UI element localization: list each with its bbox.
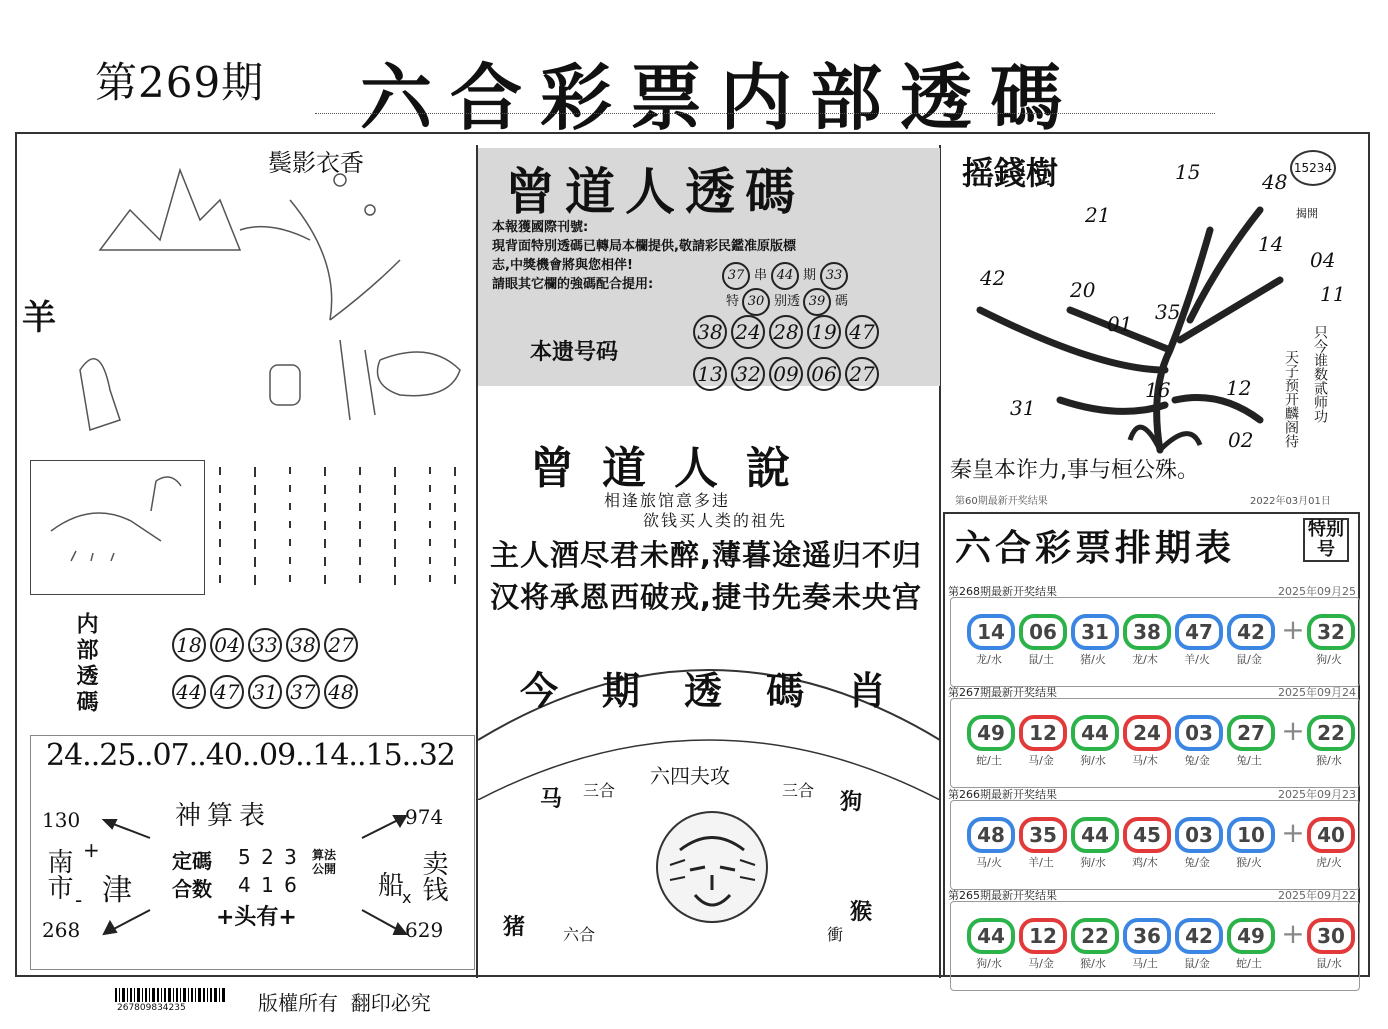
badge-icon: 15234 [1290,150,1336,186]
verse-1: 相逢旅馆意多违 [604,491,731,510]
plus-mark: + [83,838,100,862]
lottery-ball: 49 蛇/土 [1227,918,1271,956]
zodiac-ma: 马 [540,787,563,812]
zodiac-gou: 狗 [840,790,863,815]
lottery-ball: 31 猪/火 [1071,614,1115,652]
tree-number: 04 [1310,248,1336,272]
lottery-ball: 44 狗/水 [1071,817,1115,855]
tree-number: 42 [980,266,1006,290]
chuan-label: 船 [378,871,405,901]
tree-number: 48 [1262,170,1288,194]
liusi-label: 六四夫攻 [650,764,730,788]
ding-value: 5 2 3 [238,845,299,869]
handwritten-verse [210,462,470,597]
section-title-says: 曾道人說 [530,443,818,494]
jin-label: 津 [102,873,132,908]
lottery-ball: 24 马/木 [1123,715,1167,753]
tree-footer-left: 第60期最新开奖结果 [955,496,1048,507]
sanhe-left: 三合 [583,781,616,800]
draw-header: 第267期最新开奖结果 2025年09月24 [948,686,1356,699]
plus-icon: + [1281,714,1305,747]
lottery-ball: 44 狗/水 [1071,715,1115,753]
banner-title: 曾道人透碼 [505,162,805,221]
number-ring: 31 [248,675,282,709]
special-ball: 30 鼠/水 [1307,918,1351,956]
notice-text: 本報獲國際刊號: 現背面特別透碼已轉局本欄提供,敬請彩民鑑准原版標 志,中獎機會將與您相伴! 請眼其它欄的強碼配合提用: [492,220,796,292]
tree-number: 12 [1226,376,1252,400]
landscape-box [30,460,205,595]
tree-number: 02 [1228,428,1254,452]
grid-row-2: 13 32 09 06 27 [693,357,883,391]
divider [315,113,1215,120]
zodiac-hint: 羊 [22,298,56,338]
plus-icon: + [1281,917,1305,950]
number-ring: 27 [324,628,358,662]
lottery-ball: 27 兔/土 [1227,715,1271,753]
he-value: 4 1 6 [238,873,299,897]
tree-number: 20 [1070,278,1096,302]
tree-number: 11 [1320,282,1346,306]
lottery-ball: 03 兔/金 [1175,817,1219,855]
lottery-ball: 36 马/土 [1123,918,1167,956]
calc-title: 神算表 [175,801,272,831]
special-bottom-row: 特 30 别透 39 碼 [726,288,848,316]
tree-number: 01 [1107,312,1133,336]
copyright: 版權所有 翻印必究 [258,991,431,1015]
lottery-ball: 06 鼠/土 [1019,614,1063,652]
minus-mark: - [75,888,83,912]
zodiac-zhu: 猪 [503,915,526,940]
chong-label: 衝 [827,925,844,944]
draw-row [950,698,1360,788]
tiger-icon [650,805,775,930]
liuhe-label: 六合 [563,925,596,944]
inner-code-row-1 [172,628,362,662]
number-ring: 33 [248,628,282,662]
poem-title: 鬓影衣香 [268,149,364,177]
lottery-ball: 12 马/金 [1019,918,1063,956]
number-ring: 37 [286,675,320,709]
sanhe-right: 三合 [782,781,815,800]
number-ring: 38 [286,628,320,662]
benqi-label: 本遗号码 [530,340,619,365]
method-label: 算法公開 [312,848,337,876]
special-ball: 22 猴/水 [1307,715,1351,753]
x-mark: x [402,888,412,907]
number-ring: 04 [210,628,244,662]
number-ring: 48 [324,675,358,709]
lottery-ball: 49 蛇/土 [967,715,1011,753]
tree-number: 31 [1010,396,1036,420]
lottery-ball: 38 龙/木 [1123,614,1167,652]
maiqian-label: 卖钱 [418,850,448,902]
lottery-ball: 10 猴/火 [1227,817,1271,855]
value-268: 268 [42,918,81,942]
side-poem: 只今谁数贰师功 [1312,325,1328,423]
plus-icon: + [1281,816,1305,849]
number-ring: 18 [172,628,206,662]
value-974: 974 [405,805,444,829]
number-ring: 44 [172,675,206,709]
barcode-number: 267809834235 [117,1003,186,1013]
value-130: 130 [42,808,81,832]
tree-number: 21 [1085,203,1111,227]
tree-number: 15 [1175,160,1201,184]
side-poem-2: 天子预开麟阁待 [1283,350,1299,448]
tree-number: 16 [1145,378,1171,402]
grid-row-1: 38 24 28 19 47 [693,315,883,349]
lottery-ball: 42 鼠/金 [1227,614,1271,652]
tree-number: 35 [1155,300,1181,324]
plus-icon: + [1281,613,1305,646]
lottery-ball: 48 马/火 [967,817,1011,855]
lottery-ball: 47 羊/火 [1175,614,1219,652]
value-629: 629 [405,918,444,942]
draw-header: 第266期最新开奖结果 2025年09月23 [948,788,1356,801]
lottery-ball: 22 猴/水 [1071,918,1115,956]
page-title: 六合彩票内部透碼 [360,55,1081,140]
tree-footer-right: 2022年03月01日 [1250,496,1331,507]
number-ring: 47 [210,675,244,709]
lottery-ball: 12 马/金 [1019,715,1063,753]
draw-row [950,597,1360,687]
special-ball: 40 虎/火 [1307,817,1351,855]
lottery-ball: 14 龙/水 [967,614,1011,652]
special-ball: 32 狗/火 [1307,614,1351,652]
ding-label: 定碼 [172,849,212,873]
he-label: 合数 [172,877,212,901]
lottery-ball: 44 狗/水 [967,918,1011,956]
schedule-title: 六合彩票排期表 [955,528,1236,569]
draw-header: 第265期最新开奖结果 2025年09月22 [948,889,1356,902]
verse-2: 欲钱买人类的祖先 [643,511,788,530]
head-hint: +头有+ [216,905,297,930]
nanshi-label: 南市 [43,848,73,900]
arc-title: 今期透碼肖 [520,668,931,713]
inner-code-row-2 [172,675,362,709]
ink-sketch-illustration [40,140,470,460]
lottery-ball: 03 兔/金 [1175,715,1219,753]
tree-caption: 秦皇本诈力,事与桓公殊。 [950,458,1199,483]
poem-line-2: 汉将承恩西破戎,捷书先奏未央宫 [490,580,923,614]
draw-header: 第268期最新开奖结果 2025年09月25 [948,585,1356,598]
inner-code-label: 内部透碼 [73,612,98,716]
tree-title: 摇錢樹 [962,154,1059,192]
special-top-row: 37 串 44 期 33 [722,262,852,290]
number-sequence: 24..25..07..40..09..14..15..32 [46,738,455,773]
lottery-ball: 42 鼠/金 [1175,918,1219,956]
poem-line-1: 主人酒尽君未醉,薄暮途遥归不归 [490,538,923,572]
tree-number: 14 [1258,232,1284,256]
zodiac-hou: 猴 [850,900,873,925]
badge-sub: 揭開 [1296,207,1318,220]
draw-row [950,800,1360,890]
lottery-ball: 45 鸡/木 [1123,817,1167,855]
special-label: 特别号 [1303,518,1349,562]
lottery-ball: 35 羊/土 [1019,817,1063,855]
draw-row [950,901,1360,991]
issue-number: 第269期 [95,58,265,107]
